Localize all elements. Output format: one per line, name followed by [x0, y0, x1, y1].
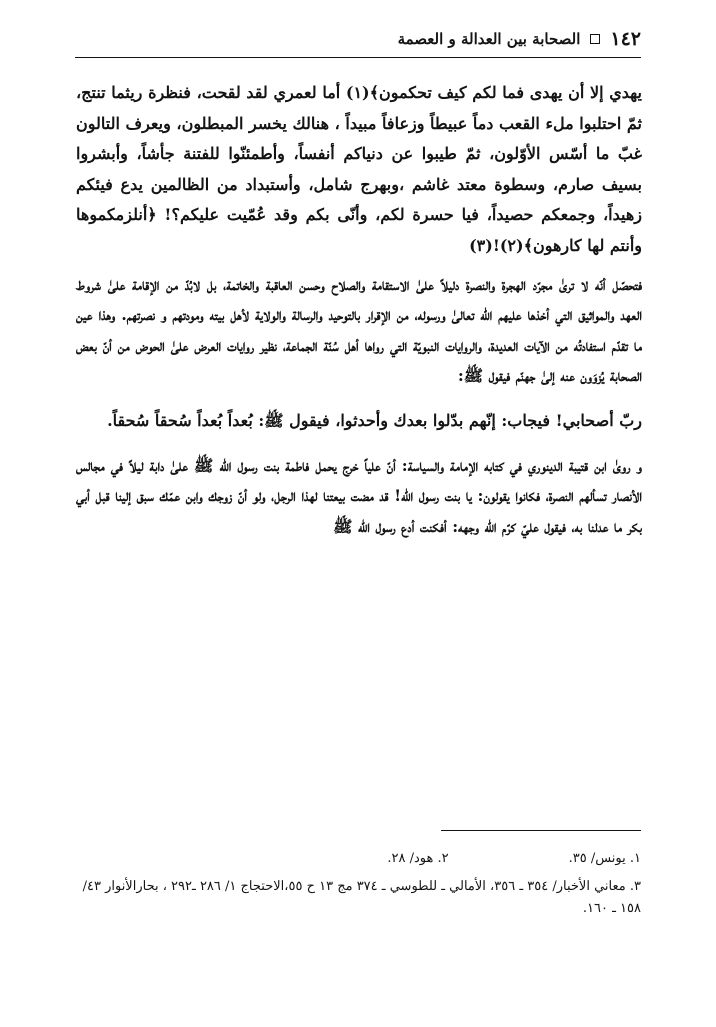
paragraph-spacer — [76, 392, 642, 406]
paragraph-spacer — [76, 262, 642, 270]
footnote-rule — [441, 830, 641, 831]
page-number: ١٤٢ — [610, 28, 641, 50]
paragraph-sermon-quote: يهدي إلا أن يهدى فما لكم كيف تحكمون﴾(١) أما لعمري لقد لقحت، فنظرة ريثما تنتج، ثمّ احتلبوا ملء القعب دماً عبيطاً وزعافاً مبيداً ، هنالك يخسر المبطلون، ويعرف التالون غبّ ما أسّس الأوّلون، ثمّ طيبوا عن دنياكم أنفساً، وأطمئنّوا للفتنة جأشاً، وأبشروا بسيف صارم، وسطوة معتد غاشم ،وبهرج شامل، وأستبداد من الظالمين يدع فيئكم زهيداً، وجمعكم حصيداً، فيا حسرة لكم، وأنّى بكم وقد عُمّيت عليكم؟! ﴿أنلزمكموها وأنتم لها كارهون﴾(٢)!(٣) — [76, 83, 642, 255]
footnote-1: ١. يونس/ ٣٥. — [568, 851, 641, 866]
running-header — [75, 26, 641, 52]
paragraph-ibn-qutaybah: و روىٰ ابن قتيبة الدينوري في كتابه الإمامة والسياسة: أنّ علياً خرج يحمل فاطمة بنت رسول الله ﷺ علىٰ دابة ليلاً في مجالس الأنصار تسألهم النصرة، فكانوا يقولون: يا بنت رسول الله! قد مضت بيعتنا لهذا الرجل، ولو أنّ زوجك وابن عمّك سبق إلينا قبل أبي بكر ما عدلنا به، فيقول عليّ كرّم الله وجهه: أفكنت أدع رسول الله ﷺ — [76, 455, 642, 536]
header-rule — [75, 57, 641, 58]
footnote-2: ٢. هود/ ٢٨. — [387, 851, 449, 866]
running-title: الصحابة بين العدالة و العصمة — [397, 30, 581, 48]
footnote-3: ٣. معاني الأخبار/ ٣٥٤ ـ ٣٥٦، الأمالي ـ للطوسي ـ ٣٧٤ مج ١٣ ح ٥٥،الاحتجاج ١/ ٢٨٦ ـ٢٩٢ ، بحارالأنوار ٤٣/ ١٥٨ ـ ١٦٠. — [82, 879, 641, 916]
main-text — [76, 78, 642, 542]
paragraph-hadith-quote: ربّ أصحابي! فيجاب: إنّهم بدّلوا بعدك وأحدثوا، فيقول ﷺ: بُعداً بُعداً سُحقاً سُحقاً. — [107, 410, 642, 430]
footnotes — [75, 848, 641, 920]
paragraph-conclusion: فتحصّل أنّه لا ترىٰ مجرّد الهجرة والنصرة دليلاً علىٰ الاستقامة والصلاح وحسن العاقبة والخاتمة، بل لابُدّ من الإقامة علىٰ شروط العهد والمواثيق التي أخذها عليهم الله تعالىٰ ورسوله، من الإقرار بالتوحيد والرسالة والولاية لأهل بيته ومودتهم و نصرتهم. وهذا عين ما تقدّم استفادتُه من الآيات العديدة، والروايات النبويّة التي رواها أهل سُنّة الجماعة، نظير روايات العرض علىٰ الحوض من أنّ بعض الصحابة يُزوَون عنه إلىٰ جهنّم فيقول ﷺ: — [76, 274, 642, 386]
header-square-ornament — [590, 34, 600, 44]
footnote-row — [75, 848, 641, 870]
paragraph-spacer — [76, 437, 642, 451]
